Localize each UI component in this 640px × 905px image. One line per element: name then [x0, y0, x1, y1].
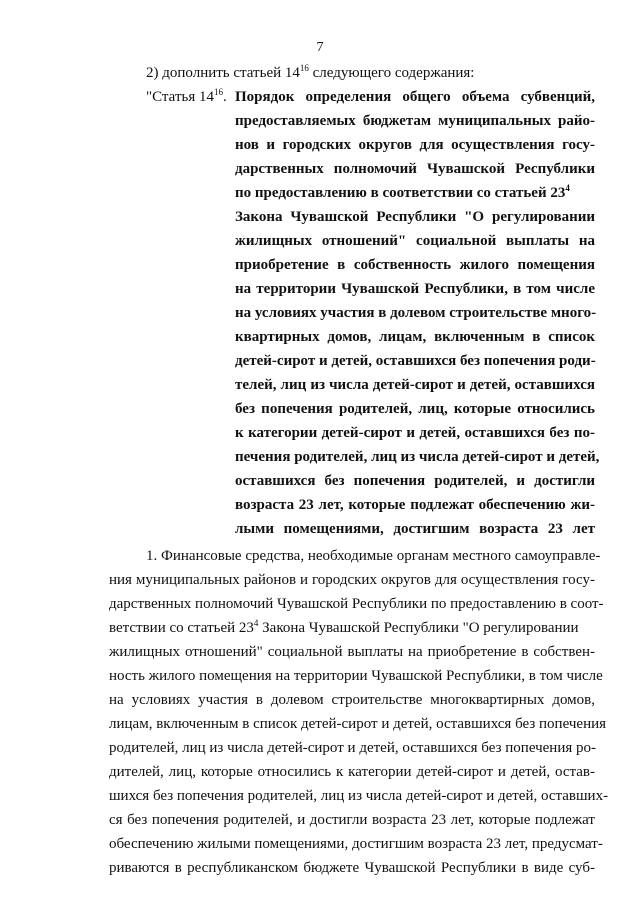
article-title-line: лыми помещениями, достигшим возраста 23 лет — [235, 521, 595, 537]
article-title-text: по предоставлению в соответствии со статьей 23 — [235, 185, 566, 201]
article-title-line: квартирных домов, лицам, включенным в список — [235, 329, 595, 345]
article-title-line: детей-сирот и детей, оставшихся без попечения роди- — [235, 353, 596, 369]
paragraph-line: 1. Финансовые средства, необходимые органам местного самоуправле- — [146, 548, 601, 564]
paragraph-line: лицам, включенным в список детей-сирот и детей, оставшихся без попечения — [109, 716, 607, 732]
intro-superscript: 16 — [299, 63, 309, 73]
article-title-line: Закона Чувашской Республики "О регулировании — [235, 209, 595, 225]
article-title-line: на территории Чувашской Республики, в том числе — [235, 281, 595, 297]
article-title-line: нов и городских округов для осуществления госу- — [235, 137, 595, 153]
article-label — [146, 87, 227, 107]
paragraph-line: ния муниципальных районов и городских округов для осуществления госу- — [109, 572, 595, 588]
paragraph-line: ся без попечения родителей, и достигли возраста 23 лет, которые подлежат — [109, 812, 595, 828]
paragraph-superscript: 4 — [253, 618, 259, 628]
paragraph-text: ветствии со статьей 23 — [109, 620, 254, 636]
article-title-line: оставшихся без попечения родителей, и достигли — [235, 473, 595, 489]
article-title-line: печения родителей, лиц из числа детей-сирот и детей, — [235, 449, 600, 465]
article-label-superscript: 16 — [213, 87, 223, 97]
paragraph-line — [109, 618, 595, 638]
article-title-line: предоставляемых бюджетам муниципальных райо- — [235, 113, 595, 129]
article-title-line: жилищных отношений" социальной выплаты на — [235, 233, 595, 249]
paragraph-line: риваются в республиканском бюджете Чувашской Республики в виде суб- — [109, 860, 595, 876]
article-title-line: к категории детей-сирот и детей, оставшихся без по- — [235, 425, 595, 441]
article-label-suffix: . — [222, 89, 227, 105]
article-title-superscript: 4 — [565, 183, 570, 193]
paragraph-text: Закона Чувашской Республики "О регулировании — [258, 620, 579, 636]
article-title-line: приобретение в собственность жилого помещения — [235, 257, 595, 273]
article-label-prefix: "Статья 14 — [146, 89, 214, 105]
article-title-line: дарственных полномочий Чувашской Республики — [235, 161, 595, 177]
paragraph-line: дарственных полномочий Чувашской Республики по предоставлению в соот- — [109, 596, 604, 612]
article-title-line — [235, 183, 595, 203]
paragraph-line: обеспечению жилыми помещениями, достигшим возраста 23 лет, предусмат- — [109, 836, 603, 852]
paragraph-line: ность жилого помещения на территории Чувашской Республики, в том числе — [109, 668, 603, 684]
article-title-line: Порядок определения общего объема субвенций, — [235, 89, 595, 105]
paragraph-line: дителей, лиц, которые относились к категории детей-сирот и детей, остав- — [109, 764, 595, 780]
intro-prefix: 2) дополнить статьей 14 — [146, 65, 300, 81]
paragraph-line: жилищных отношений" социальной выплаты на приобретение в собствен- — [109, 644, 595, 660]
paragraph-line: на условиях участия в долевом строительстве многоквартирных домов, — [109, 692, 595, 708]
page-number: 7 — [316, 40, 324, 55]
paragraph-line: родителей, лиц из числа детей-сирот и детей, оставшихся без попечения ро- — [109, 740, 597, 756]
article-title-line: на условиях участия в долевом строительстве много- — [235, 305, 597, 321]
paragraph-line: шихся без попечения родителей, лиц из числа детей-сирот и детей, оставших- — [109, 788, 609, 804]
article-title-line: телей, лиц из числа детей-сирот и детей, оставшихся — [235, 377, 595, 393]
intro-suffix: следующего содержания: — [308, 65, 475, 81]
article-title-line: возраста 23 лет, которые подлежат обеспечению жи- — [235, 497, 595, 513]
intro-line — [146, 63, 474, 83]
article-title-line: без попечения родителей, лиц, которые относились — [235, 401, 595, 417]
